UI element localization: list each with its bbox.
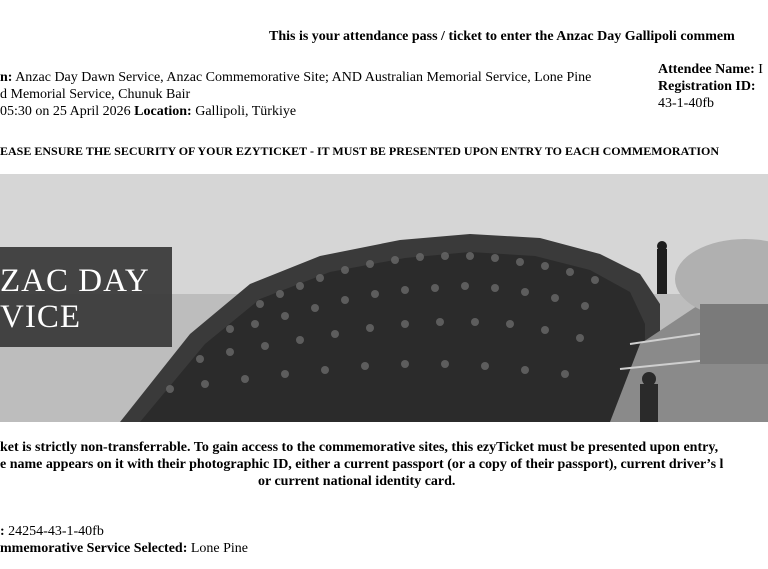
registration-id-value: 43-1-40fb	[658, 96, 714, 111]
event-line-1	[0, 69, 591, 87]
location-label: Location:	[134, 104, 192, 119]
event-line-3	[0, 103, 296, 121]
event-line-2	[0, 86, 190, 104]
ticket-intro-heading: This is your attendance pass / ticket to enter the Anzac Day Gallipoli commem	[269, 29, 735, 44]
attendee-name-row	[658, 61, 763, 79]
banner-title-box	[0, 247, 172, 347]
attendee-name-label: Attendee Name:	[658, 62, 755, 77]
footer-service-value: Lone Pine	[190, 541, 249, 556]
banner-photo	[0, 174, 768, 422]
footer-id-label: :	[0, 524, 5, 539]
event-time-date: 05:30 on 25 April 2026	[0, 104, 131, 119]
footer-id-row	[0, 523, 104, 541]
banner-title-line-1: ZAC DAY	[0, 263, 150, 299]
attendee-name-value: I	[758, 62, 763, 77]
terms-line-3: or current national identity card.	[258, 474, 456, 489]
security-notice: EASE ENSURE THE SECURITY OF YOUR EZYTICKET - IT MUST BE PRESENTED UPON ENTRY TO EACH COMMEMORATION	[0, 144, 720, 158]
footer-id-value: 24254-43-1-40fb	[8, 524, 104, 539]
footer-service-row	[0, 540, 248, 558]
event-label: n:	[0, 70, 13, 85]
event-value-2: d Memorial Service, Chunuk Bair	[0, 87, 191, 102]
terms-line-1: ket is strictly non-transferrable. To gain access to the commemorative sites, this ezyTicket must be presented upon entry,	[0, 440, 719, 455]
location-value: Gallipoli, Türkiye	[195, 104, 297, 119]
footer-service-label: mmemorative Service Selected:	[0, 541, 188, 556]
event-value-1: Anzac Day Dawn Service, Anzac Commemorative Site; AND Australian Memorial Service, Lone Pine	[15, 70, 592, 85]
banner-title-line-2: VICE	[0, 299, 81, 335]
registration-id-label: Registration ID:	[658, 79, 756, 94]
terms-line-2: e name appears on it with their photographic ID, either a current passport (or a copy of their passport), current driver’s l	[0, 457, 724, 472]
